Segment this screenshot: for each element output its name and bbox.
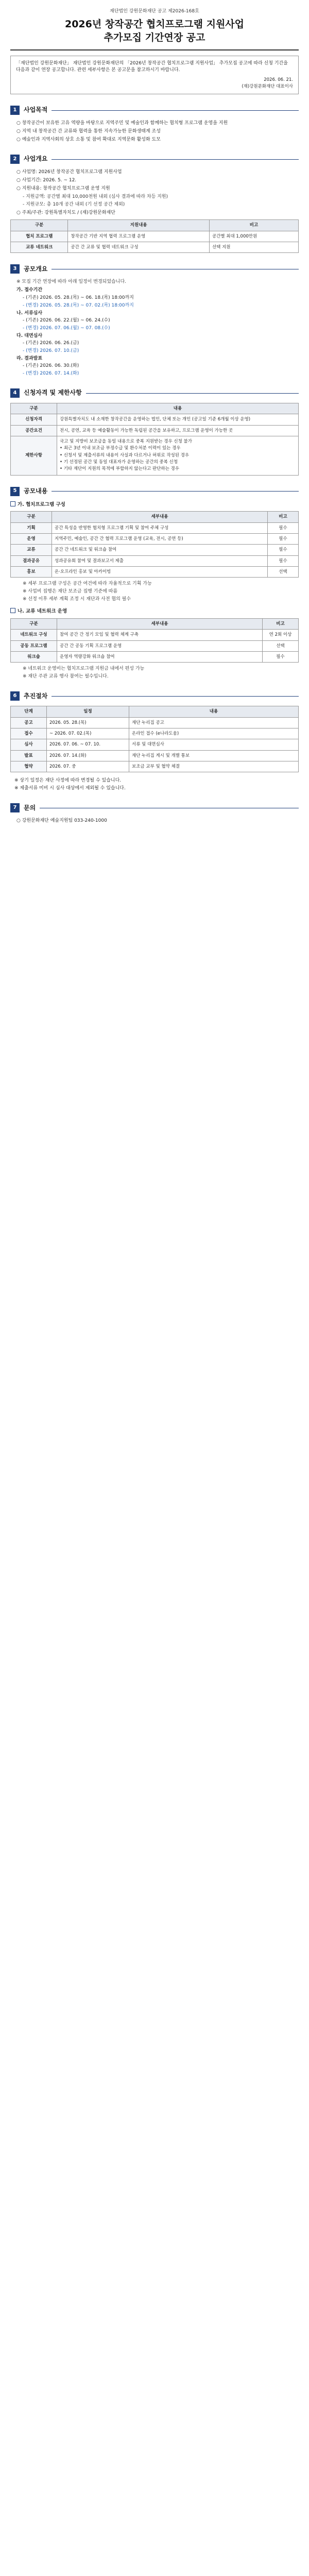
table-cell: 제한사항	[11, 436, 57, 475]
purpose-item: ○ 지역 내 창작공간 간 교류와 협력을 통한 지속가능한 문화생태계 조성	[16, 129, 161, 134]
program-guide-title	[10, 501, 299, 509]
network-table	[10, 618, 299, 663]
restriction-bullet: • 신청서 및 제출서류의 내용이 사실과 다르거나 허위로 작성된 경우	[60, 452, 190, 458]
table-row	[11, 652, 299, 663]
table-row	[11, 566, 299, 577]
section-number: 7	[10, 803, 20, 812]
document-number: 재단법인 강원문화재단 공고 제2026-168호	[110, 9, 199, 14]
procedure-note: ※ 상기 일정은 재단 사정에 따라 변경될 수 있습니다.	[14, 778, 122, 784]
schedule-label: 라. 결과발표	[16, 355, 43, 361]
table-cell: 지역주민, 예술인, 공간 간 협력 프로그램 운영 (교육, 전시, 공연 등)	[52, 533, 268, 544]
table-cell: 협약	[11, 761, 47, 772]
network-title	[10, 608, 299, 615]
network-note: ※ 네트워크 운영비는 협치프로그램 지원금 내에서 편성 가능	[23, 666, 145, 672]
checkbox-icon	[10, 608, 15, 613]
section-divider	[52, 696, 299, 697]
table-cell: 교류 네트워크	[11, 242, 68, 253]
table-cell: 선택	[263, 640, 299, 651]
restriction-bullet: • 최근 3년 이내 보조금 부정수급 및 환수처분 이력이 있는 경우	[60, 446, 181, 451]
overview-item: ○ 사업명: 2026년 창작공간 협치프로그램 지원사업	[16, 170, 122, 175]
schedule-old: - (기존) 2026. 06. 22.(월) ~ 06. 24.(수)	[23, 317, 110, 323]
section-title: 공모내용	[24, 487, 48, 495]
schedule-old: - (기존) 2026. 06. 26.(금)	[23, 340, 79, 346]
section-divider	[52, 491, 299, 492]
support-table	[10, 219, 299, 253]
table-cell: 협치 프로그램	[11, 231, 68, 242]
table-cell: 필수	[268, 533, 299, 544]
section-header-contact	[10, 803, 299, 812]
schedule-new: - (변경) 2026. 07. 14.(화)	[23, 370, 79, 376]
table-header: 일정	[47, 706, 129, 717]
program-note: ※ 세부 프로그램 구성은 공간 여건에 따라 자율적으로 기획 가능	[23, 581, 152, 587]
notice-date: 2026. 06. 21.	[264, 77, 293, 83]
section-header-overview	[10, 155, 299, 164]
table-cell: 선택	[268, 566, 299, 577]
table-cell: 운영	[11, 533, 52, 544]
section-number: 5	[10, 487, 20, 496]
document-title-line1: 2026년 창작공간 협치프로그램 지원사업	[64, 19, 245, 30]
table-header: 세부내용	[52, 512, 268, 522]
table-row	[11, 522, 299, 533]
purpose-item: ○ 예술인과 지역사회의 상호 소통 및 참여 확대로 지역문화 활성화 도모	[16, 137, 161, 143]
procedure-note: ※ 제출서류 미비 시 심사 대상에서 제외될 수 있습니다.	[14, 786, 126, 791]
program-guide-title-text: 가. 협치프로그램 구성	[18, 501, 65, 507]
restriction-bullet: • 기 선정된 공간 및 동일 대표자가 운영하는 공간의 중복 신청	[60, 459, 178, 465]
table-cell: 재단 누리집 게시 및 개별 통보	[129, 750, 299, 761]
section-number: 4	[10, 388, 20, 398]
table-row	[11, 533, 299, 544]
schedule-label: 나. 서류심사	[16, 310, 43, 316]
table-cell: 온·오프라인 홍보 및 아카이빙	[52, 566, 268, 577]
section-title: 사업목적	[24, 106, 48, 114]
table-row	[11, 717, 299, 728]
section-header-content	[10, 487, 299, 496]
table-row	[11, 231, 299, 242]
table-header: 비고	[263, 619, 299, 630]
schedule-old: - (기존) 2026. 06. 30.(화)	[23, 363, 79, 368]
table-row	[11, 425, 299, 436]
eligibility-table	[10, 403, 299, 476]
table-row	[11, 414, 299, 425]
section-header-recruit	[10, 264, 299, 274]
table-header: 구분	[11, 403, 57, 414]
section-title: 문의	[24, 804, 36, 811]
network-title-text: 나. 교류 네트워크 운영	[18, 608, 67, 615]
table-cell: 공고	[11, 717, 47, 728]
table-cell: 접수	[11, 728, 47, 739]
table-cell: 심사	[11, 739, 47, 750]
table-cell: 성과공유회 참여 및 결과보고서 제출	[52, 555, 268, 566]
table-row	[11, 761, 299, 772]
schedule-label: 다. 대면심사	[16, 333, 43, 338]
purpose-item: ○ 창작공간이 보유한 고유 역량을 바탕으로 지역주민 및 예술인과 함께하는 협치형 프로그램 운영을 지원	[16, 121, 228, 126]
table-row	[11, 750, 299, 761]
table-cell: 교류	[11, 545, 52, 555]
overview-subitem: - 지원금액: 공간별 최대 10,000천원 내외 (심사 결과에 따라 차등 지원)	[23, 194, 168, 200]
table-cell	[57, 436, 299, 475]
section-divider	[86, 393, 299, 394]
checkbox-icon	[10, 501, 15, 506]
table-header: 지원내용	[68, 220, 210, 231]
program-note: ※ 선정 이후 세부 계획 조정 시 재단과 사전 협의 필수	[23, 597, 131, 602]
schedule-label: 가. 접수기간	[16, 287, 43, 293]
notice-box	[10, 56, 299, 94]
schedule-old: - (기존) 2026. 05. 28.(목) ~ 06. 18.(목) 18:00까지	[23, 295, 134, 300]
section-title: 공모개요	[24, 265, 48, 273]
table-cell: 창작공간 기반 지역 협력 프로그램 운영	[68, 231, 210, 242]
table-cell: 워크숍	[11, 652, 57, 663]
table-header: 내용	[57, 403, 299, 414]
table-cell: ~ 2026. 07. 02.(목)	[47, 728, 129, 739]
table-cell: 공간 간 네트워크 및 워크숍 참여	[52, 545, 268, 555]
table-header: 세부내용	[57, 619, 263, 630]
section-number: 6	[10, 691, 20, 701]
table-cell: 2026. 07. 중	[47, 761, 129, 772]
table-cell: 기획	[11, 522, 52, 533]
table-cell: 네트워크 구성	[11, 630, 57, 640]
document-title-line2: 추가모집 기간연장 공고	[104, 31, 205, 43]
section-header-procedure	[10, 691, 299, 701]
table-cell: 참여 공간 간 정기 모임 및 협력 체계 구축	[57, 630, 263, 640]
notice-organization: (재)강원문화재단 대표이사	[242, 83, 293, 89]
table-cell: 선택 지원	[209, 242, 298, 253]
section-number: 1	[10, 106, 20, 115]
section-title: 사업개요	[24, 155, 48, 163]
section-number: 2	[10, 155, 20, 164]
table-cell: 2026. 07. 14.(화)	[47, 750, 129, 761]
procedure-notes	[10, 777, 299, 792]
table-cell: 2026. 05. 28.(목)	[47, 717, 129, 728]
table-row	[11, 640, 299, 651]
table-cell: 공간 간 교류 및 협력 네트워크 구성	[68, 242, 210, 253]
table-row	[11, 436, 299, 475]
table-row	[11, 728, 299, 739]
table-header: 내용	[129, 706, 299, 717]
table-row	[11, 739, 299, 750]
section-header-purpose	[10, 106, 299, 115]
table-cell: 필수	[263, 652, 299, 663]
table-cell: 운영자 역량강화 워크숍 참여	[57, 652, 263, 663]
table-cell: 연 2회 이상	[263, 630, 299, 640]
document-page	[0, 0, 309, 841]
table-cell: 재단 누리집 공고	[129, 717, 299, 728]
overview-item: ○ 주최/주관: 강원특별자치도 / (재)강원문화재단	[16, 210, 115, 216]
table-cell: 필수	[268, 545, 299, 555]
schedule-new: - (변경) 2026. 07. 06.(월) ~ 07. 08.(수)	[23, 325, 110, 331]
table-cell: 서류 및 대면심사	[129, 739, 299, 750]
table-cell: 필수	[268, 522, 299, 533]
table-row	[11, 545, 299, 555]
table-cell: 공간요건	[11, 425, 57, 436]
table-header: 구분	[11, 619, 57, 630]
overview-item: ○ 지원내용: 창작공간 협치프로그램 운영 지원	[16, 186, 110, 192]
table-cell: 강원특별자치도 내 소재한 창작공간을 운영하는 법인, 단체 또는 개인 (공고일 기준 6개월 이상 운영)	[57, 414, 299, 425]
procedure-table	[10, 706, 299, 772]
table-header: 구분	[11, 512, 52, 522]
table-cell: 온라인 접수 (e나라도움)	[129, 728, 299, 739]
overview-subitem: - 지원규모: 총 10개 공간 내외 (기 선정 공간 제외)	[23, 202, 125, 208]
table-header: 비고	[268, 512, 299, 522]
table-cell: 공간별 최대 1,000만원	[209, 231, 298, 242]
restriction-summary: 국고 및 지방비 보조금을 동일 내용으로 중복 지원받는 경우 신청 불가	[60, 438, 192, 444]
section-title: 추진절차	[24, 692, 48, 700]
table-cell: 신청자격	[11, 414, 57, 425]
contact-info: ○ 강원문화재단 예술지원팀 033-240-1000	[16, 818, 107, 824]
schedule-new: - (변경) 2026. 05. 28.(목) ~ 07. 02.(목) 18:00까지	[23, 302, 134, 308]
notice-body: 「재단법인 강원문화재단」 재단법인 강원문화재단의 「2026년 창작공간 협치프로그램 지원사업」 추가모집 공고에 따라 신청 기간을 다음과 같이 연장 공고합니다. 관련 세부사항은 본 공고문을 참고하시기 바랍니다.	[16, 61, 288, 73]
table-header: 구분	[11, 220, 68, 231]
table-cell: 2026. 07. 06. ~ 07. 10.	[47, 739, 129, 750]
table-cell: 필수	[268, 555, 299, 566]
section-divider	[52, 159, 299, 160]
schedule-new: - (변경) 2026. 07. 10.(금)	[23, 348, 79, 353]
table-cell: 공간 간 공동 기획 프로그램 운영	[57, 640, 263, 651]
table-row	[11, 630, 299, 640]
title-divider	[10, 49, 299, 50]
table-row	[11, 242, 299, 253]
table-row	[11, 555, 299, 566]
table-cell: 전시, 공연, 교육 등 예술활동이 가능한 독립된 공간을 보유하고, 프로그램 운영이 가능한 곳	[57, 425, 299, 436]
table-header: 비고	[209, 220, 298, 231]
table-cell: 홍보	[11, 566, 52, 577]
section-divider	[52, 110, 299, 111]
overview-item: ○ 사업기간: 2026. 5. ~ 12.	[16, 178, 77, 183]
section-header-eligibility	[10, 388, 299, 398]
program-note: ※ 사업비 집행은 재단 보조금 집행 기준에 따름	[23, 589, 118, 595]
table-cell: 보조금 교부 및 협약 체결	[129, 761, 299, 772]
program-table	[10, 511, 299, 578]
table-cell: 공간 특성을 반영한 협치형 프로그램 기획 및 참여 주체 구성	[52, 522, 268, 533]
table-cell: 공동 프로그램	[11, 640, 57, 651]
section-number: 3	[10, 264, 20, 274]
table-header: 단계	[11, 706, 47, 717]
restriction-bullet: • 기타 재단이 지원의 목적에 부합하지 않는다고 판단하는 경우	[60, 466, 179, 472]
table-cell: 결과공유	[11, 555, 52, 566]
table-cell: 발표	[11, 750, 47, 761]
section-title: 신청자격 및 제한사항	[24, 389, 82, 397]
network-note: ※ 재단 주관 교류 행사 참여는 필수입니다.	[23, 674, 109, 680]
schedule-note: ※ 모집 기간 연장에 따라 아래 일정이 변경되었습니다.	[16, 279, 127, 285]
